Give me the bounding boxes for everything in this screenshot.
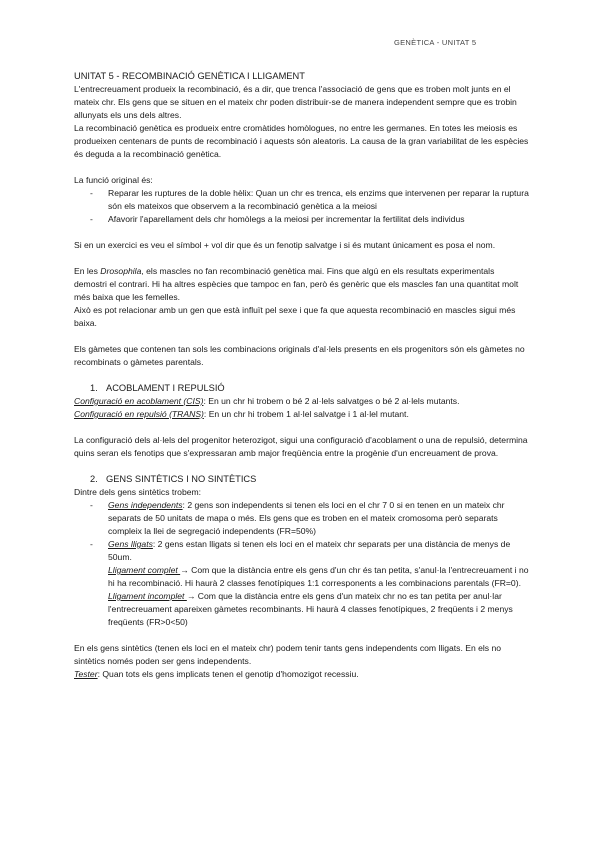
lligament-incomplet: Lligament incomplet → Com que la distància entre els gens d'un mateix chr no es tan petita per anul·lar l'entrecreuament apareixen gàmetes recombinants. Hi haurà 4 classes fenotípiques, 2 freqüents i 2 menys freqüents (FR>0<50) [108,591,513,627]
lligament-complet: Lligament complet → Com que la distància entre els gens d'un chr és tan petita, s'anul·la l'entrecreuament i no hi ha recombinació. Hi haurà 2 classes fenotípiques 1:1 corresponents a les combinacions parentals (FR=0). [108,565,529,588]
tester-definition: Tester: Quan tots els gens implicats tenen el genotip d'homozigot recessiu. [74,669,359,679]
tester-term: Tester [74,669,98,679]
cis-definition: Configuració en acoblament (CIS): En un chr hi trobem o bé 2 al·lels salvatges o bé 2 al·lels mutants. [74,396,460,406]
page-header: GENÈTICA - UNITAT 5 [394,38,477,47]
cis-term: Configuració en acoblament (CIS) [74,396,204,406]
unit-title: UNITAT 5 - RECOMBINACIÓ GENÈTICA I LLIGAMENT [74,71,305,81]
funcio-list [74,187,529,226]
gametes-paragraph: Els gàmetes que contenen tan sols les combinacions originals d'al·lels presents en els progenitors són els gàmetes no recombinats o gàmetes parentals. [74,344,525,367]
gens-independents-item: - Gens independents: 2 gens son independents si tenen els loci en el chr 7 0 si en tenen en un mateix chr separats de 50 unitats de mapa o més. Els gens que es troben en el mateix cromosoma però separats compleix la llei de segregació independents (FR=50%) [90,500,505,536]
closing-paragraph: En els gens sintètics (tenen els loci en el mateix chr) podem tenir tants gens independents com lligats. En els no sintètics només poden ser gens independents. [74,643,502,666]
trans-term: Configuració en repulsió (TRANS) [74,409,204,419]
species-name: Drosophila [100,266,142,276]
section-2-intro: Dintre dels gens sintètics trobem: [74,487,202,497]
funcio-label: La funció original és: [74,175,153,185]
drosophila-paragraph-2: Això es pot relacionar amb un gen que està influït pel sexe i que fa que aquesta recombinació en mascles sigui més baixa. [74,305,516,328]
intro-paragraph-1: L'entrecreuament produeix la recombinació, és a dir, que trenca l'associació de gens que es troben molt junts en el mateix chr. Els gens que se situen en el mateix chr poden distribuir-se de manera independent sempre que es trobin allunyats els uns dels altres. [74,84,517,120]
section-2-heading: 2. GENS SINTÈTICS I NO SINTÈTICS [90,474,257,484]
document-body [74,70,529,681]
funcio-item-1: - Reparar les ruptures de la doble hèlix: Quan un chr es trenca, els enzims que intervenen per reparar la ruptura són els mateixos que observem a la recombinació genètica a la meiosi [90,188,529,211]
gens-list [74,499,529,564]
intro-paragraph-2: La recombinació genètica es produeix entre cromàtides homòlogues, no entre les germanes. En totes les meiosis es produeixen centenars de punts de recombinació i aquests són aleatoris. La causa de la gran variabilitat de les espècies és deguda a la recombinació genètica. [74,123,529,159]
simbol-paragraph: Si en un exercici es veu el símbol + vol dir que és un fenotip salvatge i si és mutant únicament es posa el nom. [74,240,496,250]
trans-definition: Configuració en repulsió (TRANS): En un chr hi trobem 1 al·lel salvatge i 1 al·lel mutant. [74,409,409,419]
gens-lligats-item: - Gens lligats: 2 gens estan lligats si tenen els loci en el mateix chr separats per una distància de menys de 50um. [90,539,511,562]
configuracio-paragraph: La configuració dels al·lels del progenitor heterozigot, sigui una configuració d'acoblament o una de repulsió, determina quins seran els fenotips que s'expressaran amb major freqüència entre la progènie d'un encreuament de prova. [74,435,528,458]
funcio-item-2: - Afavorir l'aparellament dels chr homòlegs a la meiosi per incrementar la fertilitat dels individus [90,214,465,224]
drosophila-paragraph: En les Drosophila, els mascles no fan recombinació genètica mai. Fins que algú en els resultats experimentals demostri el contrari. Hi ha altres espècies que tampoc en fan, però és genèric que els mascles fan una quantitat molt més baixa que les femelles. [74,266,519,302]
section-1-heading: 1. ACOBLAMENT I REPULSIÓ [90,383,225,393]
